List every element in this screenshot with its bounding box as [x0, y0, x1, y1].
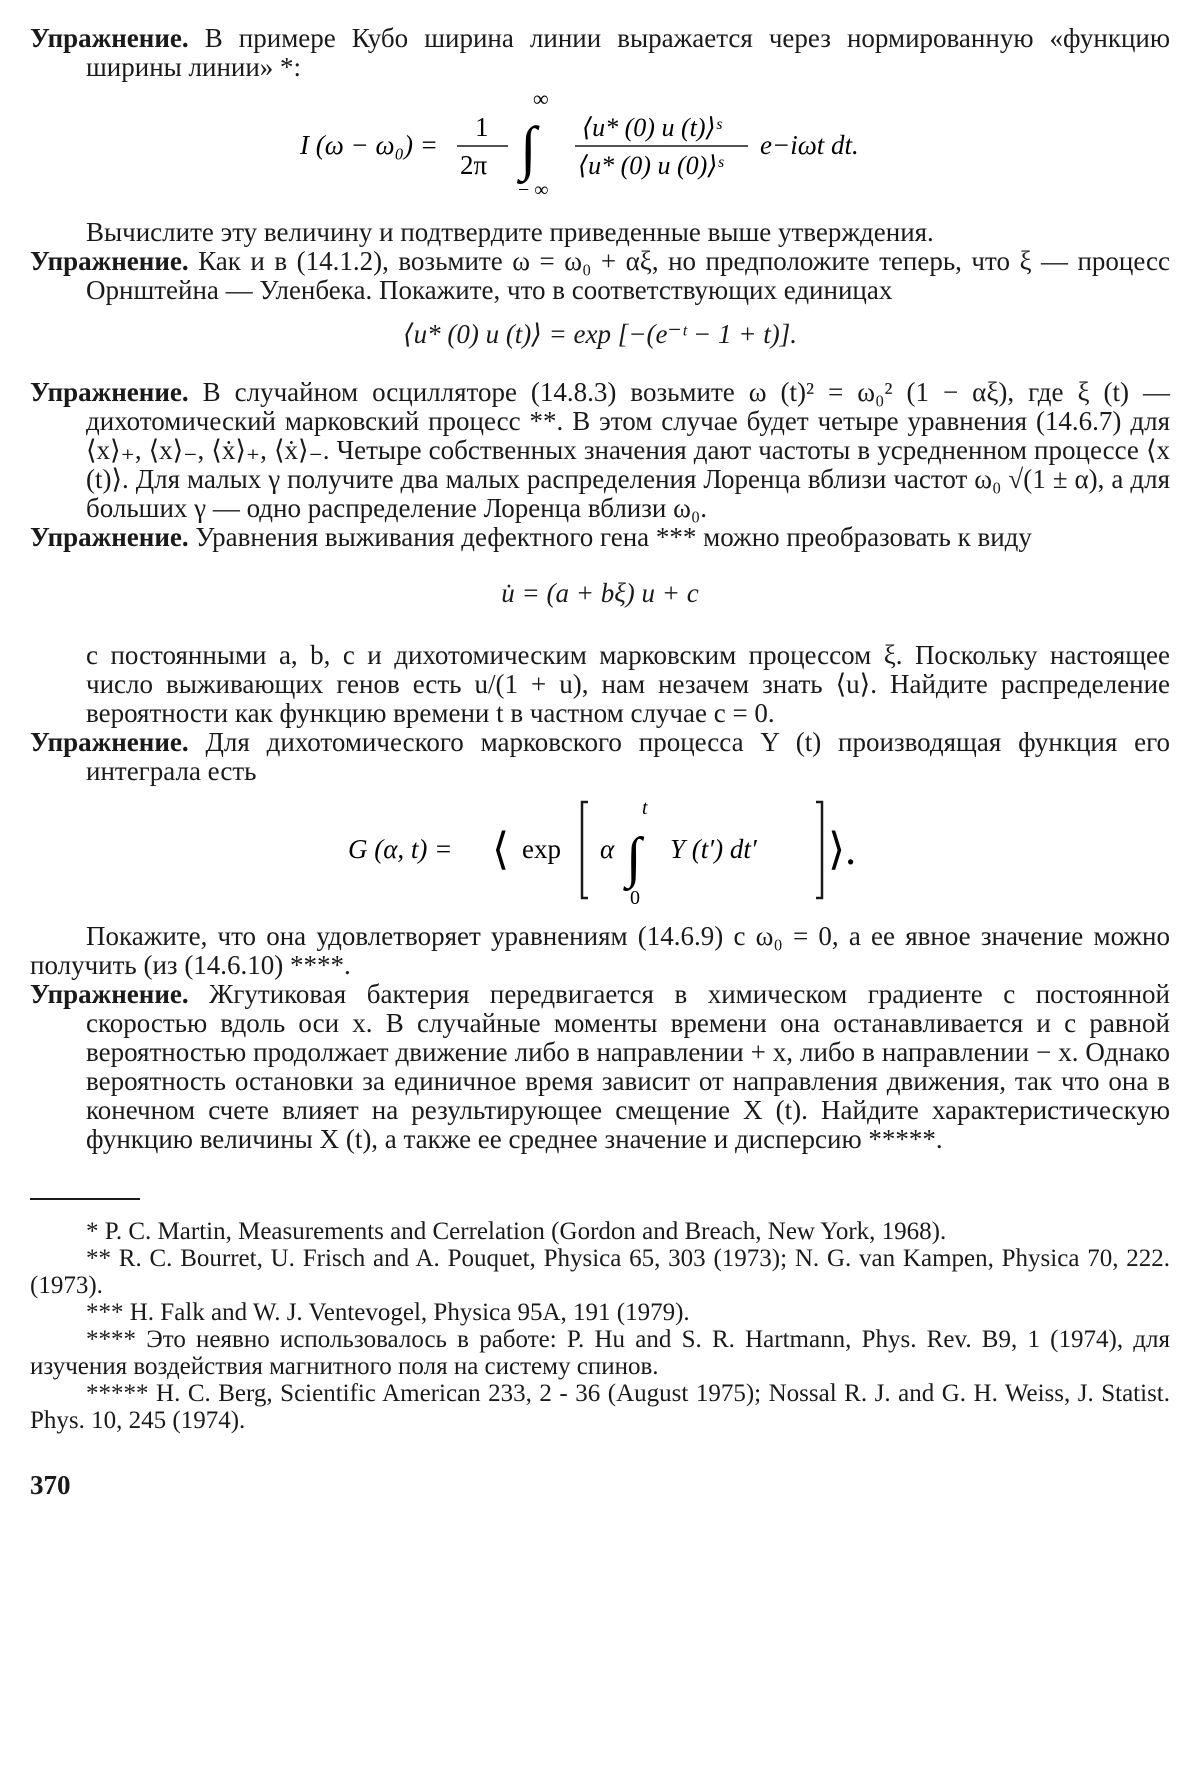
integral-lower: − ∞ — [518, 179, 549, 200]
formula-svg — [30, 792, 1170, 910]
exercise-3 — [30, 378, 1170, 523]
exercise-text: Жгутиковая бактерия передвигается в химическом градиенте с постоянной скоростью вдоль оси x. В случайные моменты времени она останавливается и с равной вероятностью продолжает движение либо в направлении + x, либо в направлении − x. Однако вероятность остановки за единичное время зависит от направления движения, так что она в конечном счете влияет на результирующее смещение X (t). Найдите характеристическую функцию величины X (t), а также ее среднее значение и дисперсию *****. — [86, 979, 1171, 1154]
exercise-text: Для дихотомического марковского процесса Y (t) производящая функция его интеграла есть — [86, 727, 1170, 786]
footnotes — [30, 1198, 1170, 1434]
formula-exp: exp — [522, 834, 561, 864]
exercise-label: Упражнение. — [30, 23, 189, 53]
footnote-rule — [30, 1198, 140, 1200]
exercise-5 — [30, 728, 1170, 786]
integral-sign: ∫ — [626, 827, 642, 889]
formula-lhs: G (α, t) = — [348, 834, 453, 864]
exercise-text: Уравнения выживания дефектного гена *** можно преобразовать к виду — [195, 522, 1032, 552]
formula-lhs: I (ω − ω₀) = — [300, 130, 438, 160]
page-content — [30, 18, 1170, 1501]
exercise-label: Упражнение. — [30, 727, 189, 757]
exercise-label: Упражнение. — [30, 377, 189, 407]
exercise-text: Как и в (14.1.2), возьмите ω = ω₀ + αξ, но предположите теперь, что ξ — процесс Орнштейна — Уленбека. Покажите, что в соответствующих единицах — [86, 246, 1171, 305]
formula-denom: ⟨u* (0) u (0)⟩ˢ — [578, 151, 723, 180]
formula-integrand: Y (t′) dt′ — [670, 834, 757, 864]
integral-lower: 0 — [630, 887, 640, 909]
formula-line-width — [30, 88, 1170, 200]
formula-gene: u̇ = (a + bξ) u + c — [501, 578, 699, 608]
footnote-3: *** H. Falk and W. J. Ventevogel, Physica 95A, 191 (1979). — [86, 1299, 690, 1326]
footnote-4: **** Это неявно использовалось в работе: P. Hu and S. R. Hartmann, Phys. Rev. B9, 1 (1974), для изучения воздействия магнитного поля на систему спинов. — [30, 1326, 1170, 1380]
exercise-4-after: с постоянными a, b, c и дихотомическим марковским процессом ξ. Поскольку настоящее число выживающих генов есть u/(1 + u), нам незачем знать ⟨u⟩. Найдите распределение вероятности как функцию времени t в частном случае c = 0. — [86, 640, 1170, 728]
exercise-label: Упражнение. — [30, 246, 189, 276]
angle-left: ⟨ — [492, 825, 510, 874]
page-number: 370 — [30, 1470, 71, 1500]
formula-alpha: α — [600, 834, 615, 864]
exercise-1 — [30, 24, 1170, 82]
exercise-5-after: Покажите, что она удовлетворяет уравнениям (14.6.9) с ω₀ = 0, а ее явное значение можно получить (из (14.6.10) ****. — [30, 921, 1170, 980]
formula-ou: ⟨u* (0) u (t)⟩ = exp [−(e⁻ᵗ − 1 + t)]. — [403, 319, 797, 349]
integral-sign: ∫ — [520, 115, 537, 181]
formula-generating — [30, 792, 1170, 910]
footnote-5: ***** H. C. Berg, Scientific American 233, 2 - 36 (August 1975); Nossal R. J. and G. H. Weiss, J. Statist. Phys. 10, 245 (1974). — [30, 1380, 1170, 1434]
exercise-text: В случайном осцилляторе (14.8.3) возьмите ω (t)² = ω₀² (1 − αξ), где ξ (t) — дихотомический марковский процесс **. В этом случае будет четыре уравнения (14.6.7) для ⟨x⟩₊, ⟨x⟩₋, ⟨ẋ⟩₊, ⟨ẋ⟩₋. Четыре собственных значения дают частоты в усредненном процессе ⟨x (t)⟩. Для малых γ получите два малых распределения Лоренца вблизи частот ω₀ √(1 ± α), а для больших γ — одно распределение Лоренца вблизи ω₀. — [86, 377, 1170, 523]
exercise-label: Упражнение. — [30, 522, 189, 552]
formula-tail: e−iωt dt. — [760, 130, 859, 160]
exercise-text: В примере Кубо ширина линии выражается через нормированную «функцию ширины линии» *: — [86, 23, 1171, 82]
footnote-2: ** R. C. Bourret, U. Frisch and A. Pouquet, Physica 65, 303 (1973); N. G. van Kampen, Physica 70, 222. (1973). — [30, 1245, 1170, 1299]
integral-upper: ∞ — [533, 88, 549, 111]
angle-right: ⟩. — [828, 825, 857, 874]
formula-svg — [30, 88, 1170, 200]
exercise-1-after: Вычислите эту величину и подтвердите приведенные выше утверждения. — [86, 217, 934, 247]
exercise-4 — [30, 523, 1170, 552]
formula-frac-den: 2π — [460, 150, 488, 180]
integral-upper: t — [642, 797, 648, 819]
formula-frac-num: 1 — [475, 112, 489, 142]
exercise-6 — [30, 980, 1170, 1154]
exercise-2 — [30, 247, 1170, 305]
formula-num: ⟨u* (0) u (t)⟩ˢ — [582, 113, 722, 142]
footnote-1: * P. C. Martin, Measurements and Cerrelation (Gordon and Breach, New York, 1968). — [86, 1218, 947, 1245]
exercise-label: Упражнение. — [30, 979, 189, 1009]
